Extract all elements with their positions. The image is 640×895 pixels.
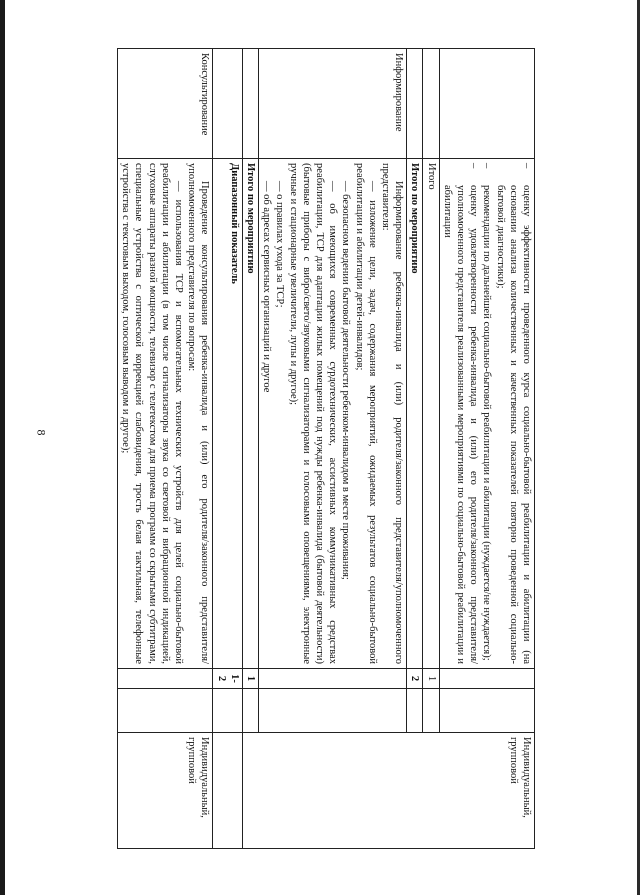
itogo-meropriyatiyu: Итого по мероприятию (242, 159, 258, 669)
page-number: 8 (34, 429, 49, 436)
cell-empty (439, 689, 534, 733)
inform-intro: Информирование ребенка-инвалида и (или) родителя/законного представителя/уполномоченного представителя: (379, 163, 405, 664)
cell-empty (242, 689, 258, 733)
cell-empty (213, 689, 242, 733)
top-block-items (439, 159, 534, 669)
list-item: –оценку удовлетворенности ребенка-инвалида и (или) его родителя/законного представителя/уполномоченного представителя реализованными мероприятиями по социально-бытовой реабилитации и абилитации (441, 163, 480, 664)
cell-empty (213, 733, 242, 849)
konsult-content (117, 159, 212, 669)
konsult-name: Консультирование (117, 49, 212, 159)
list-item: — о правилах ухода за ТСР; (274, 181, 286, 308)
itogo-label: Итого (423, 159, 439, 669)
list-item: — изложение цели, задач, содержания мероприятий, ожидаемых результатов социально-бытовой реабилитации и абилитации детей-инвалидов; (353, 163, 378, 665)
table-row (213, 49, 242, 849)
inform-name: Информирование (258, 49, 406, 159)
cell-empty (242, 49, 258, 159)
itogo-value: 1 (423, 669, 439, 689)
rehab-table (117, 48, 535, 849)
list-item: — об имеющихся современных сурдотехнических, ассистивных коммуникативных средствах реабилитации, ТСР для адаптации жилых помещений под нужды ребенка-инвалида (бытовой деятельности) (бытовые приборы с вибро/свето/звуковыми сигнализаторами и голосовыми оповещениями, электронные ручные и стационарные увеличители, лупы и другое); (287, 163, 339, 665)
itogo-meropriyatiyu-value: 2 (407, 669, 423, 689)
cell-empty (439, 49, 534, 159)
itogo-meropriyatiyu: Итого по мероприятию (407, 159, 423, 669)
rotated-document (70, 48, 535, 848)
list-item: — безопасном ведении бытовой деятельности ребенком-инвалидом в месте проживания; (340, 181, 352, 580)
cell-empty (117, 689, 212, 733)
format-cell: Индивидуальный, групповой (117, 733, 212, 849)
table-row (407, 49, 423, 849)
diapazon-label: Диапазонный показатель (213, 159, 242, 669)
list-item: –рекомендации по дальнейшей социально-бытовой реабилитации и абилитации (нуждается/не нуждается); (481, 163, 493, 661)
cell-empty (407, 689, 423, 733)
table-row (258, 49, 406, 849)
cell-empty (439, 669, 534, 689)
cell-empty (117, 669, 212, 689)
itogo-meropriyatiyu-value: 1 (242, 669, 258, 689)
table-row (242, 49, 258, 849)
list-item: — использования ТСР и вспомогательных технических устройств для целей социально-бытовой реабилитации и абилитации (в том числе сигнализаторы звука со световой и вибрационной индикацией, слуховые аппараты разной мощности, телевизор с телетекстом для приема программ со скрытыми субтитрами, специальные устройства с оптической коррекцией слабовидения, трость белая тактильная, телефонные устройства с текстовым выходом, голосовым выводом и другое); (120, 163, 184, 665)
list-item: –оценку эффективности проведенного курса социально-бытовой реабилитации и абилитации (на основании анализа количественных и качественных показателей повторно проведенной социально-бытовой диагностики); (494, 163, 532, 664)
table-row (423, 49, 439, 849)
cell-empty (423, 689, 439, 733)
inform-content (258, 159, 406, 669)
list-item: — об адресах сервисных организаций и другое (261, 181, 273, 393)
scan-edge-left (0, 0, 5, 895)
cell-empty (213, 49, 242, 159)
table-row (439, 49, 534, 849)
table-row (117, 49, 212, 849)
diapazon-value: 1-2 (213, 669, 242, 689)
cell-empty (258, 689, 406, 733)
cell-empty (423, 49, 439, 159)
cell-empty (407, 49, 423, 159)
format-cell: Индивидуальный, групповой (242, 733, 534, 849)
cell-empty (258, 669, 406, 689)
konsult-intro: Проведение консультирования ребенка-инвалида и (или) его родителя/законного представителя/уполномоченного представителя по вопросам: (186, 163, 211, 664)
